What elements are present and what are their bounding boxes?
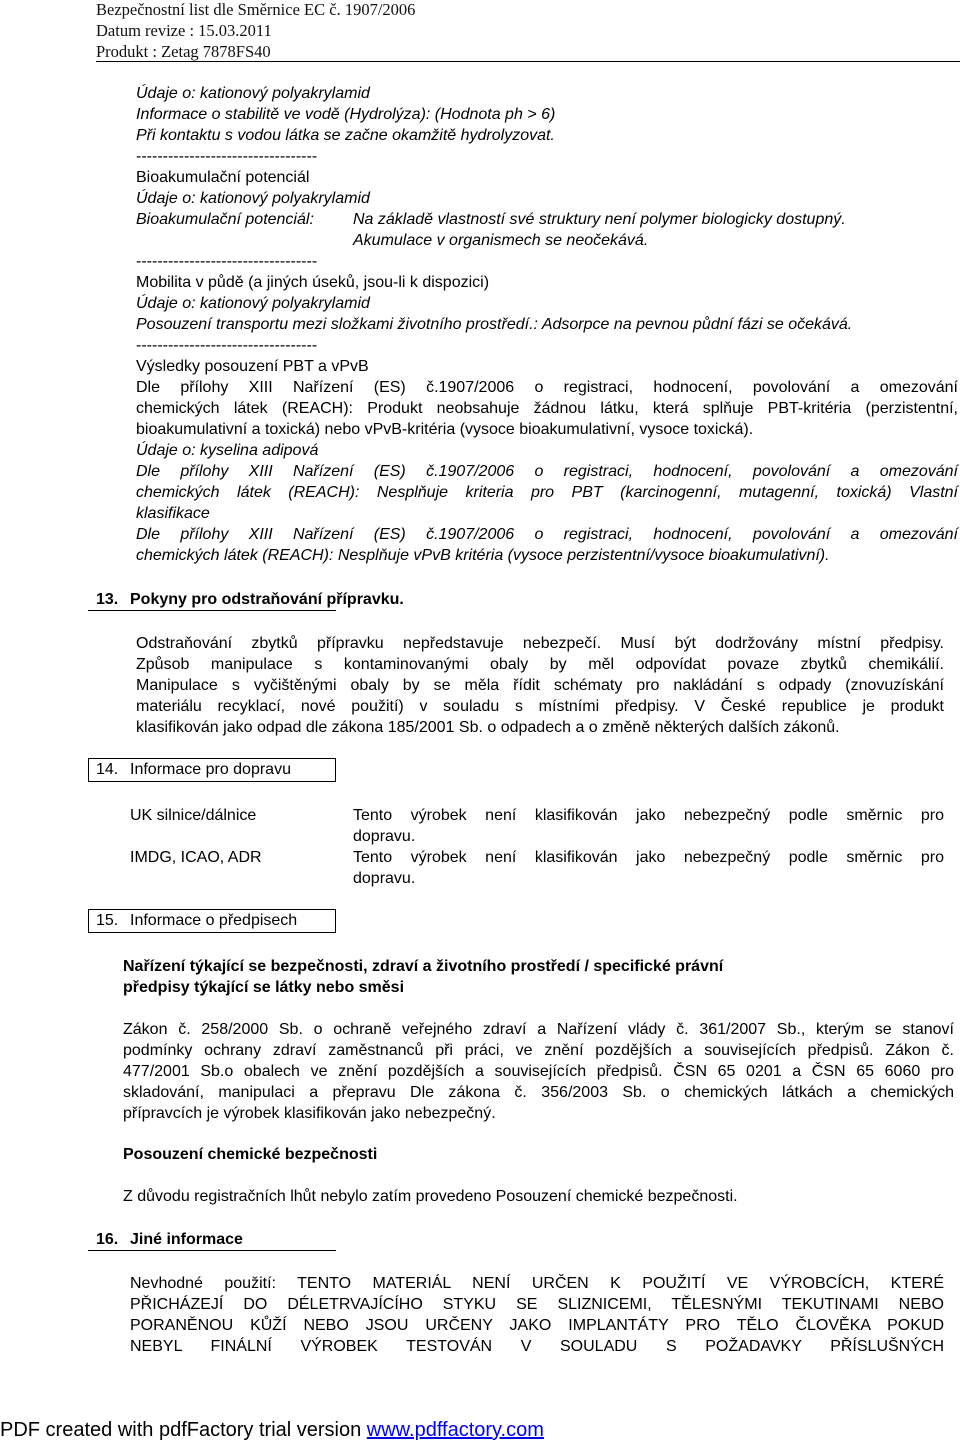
section-15-number: 15.: [96, 912, 119, 929]
disposal-line-3: Manipulace s vyčištěnými obaly by se měla řídit schématy pro nakládání s odpady (znovuzískání: [136, 677, 944, 694]
section-13-number: 13.: [96, 591, 119, 608]
regulations-line-1: Zákon č. 258/2000 Sb. o ochraně veřejného zdraví a Nařízení vlády č. 361/2007 Sb., kterým se stanoví: [123, 1021, 954, 1038]
mobility-text: Posouzení transportu mezi složkami životního prostředí.: Adsorpce na pevnou půdní fázi se očekává.: [136, 316, 853, 333]
divider: ----------------------------------: [136, 337, 318, 354]
transport-row-text-cont: dopravu.: [353, 828, 416, 845]
section-16-number: 16.: [96, 1231, 119, 1248]
pbt-paragraph-1-line-2: chemických látek (REACH): Produkt neobsahuje žádnou látku, která splňuje PBT-kritéria (perzistentní,: [136, 400, 958, 417]
other-info-line-4: NEBYL FINÁLNÍ VÝROBEK TESTOVÁN V SOULADU S POŽADAVKY PŘÍSLUŠNÝCH: [130, 1338, 944, 1355]
section-14-number: 14.: [96, 761, 119, 778]
header-title: Bezpečnostní list dle Směrnice EC č. 1907/2006: [96, 0, 416, 19]
section-13-title: Pokyny pro odstraňování přípravku.: [130, 591, 404, 608]
stability-info: Informace o stabilitě ve vodě (Hydrolýza): (Hodnota ph > 6): [136, 106, 556, 123]
section-16-title: Jiné informace: [130, 1231, 243, 1248]
section-14-header: [88, 758, 336, 782]
stability-subject: Údaje o: kationový polyakrylamid: [136, 85, 370, 102]
pbt-paragraph-3-line-2: chemických látek (REACH): Nesplňuje vPvB kritéria (vysoce perzistentní/vysoce bioakumulativní).: [136, 547, 830, 564]
bioaccumulation-value-2: Akumulace v organismech se neočekává.: [353, 232, 649, 249]
divider: ----------------------------------: [136, 253, 318, 270]
section-15-header: [88, 909, 336, 933]
pbt-paragraph-2-line-2: chemických látek (REACH): Nesplňuje kriteria pro PBT (karcinogenní, mutagenní, toxická) Vlastní: [136, 484, 958, 501]
section-16-rule: [88, 1250, 336, 1251]
bioaccumulation-subject: Údaje o: kationový polyakrylamid: [136, 190, 370, 207]
section-15-title: Informace o předpisech: [130, 912, 298, 929]
header-revision-date: Datum revize : 15.03.2011: [96, 21, 272, 40]
regulations-heading: Nařízení týkající se bezpečnosti, zdraví a životního prostředí / specifické právní: [123, 958, 724, 975]
chemical-safety-text: Z důvodu registračních lhůt nebylo zatím provedeno Posouzení chemické bezpečnosti.: [123, 1188, 738, 1205]
header-product: Produkt : Zetag 7878FS40: [96, 42, 271, 61]
chemical-safety-heading: Posouzení chemické bezpečnosti: [123, 1146, 378, 1163]
pdffactory-link[interactable]: www.pdffactory.com: [366, 1419, 544, 1441]
other-info-line-2: PŘICHÁZEJÍ DO DÉLETRVAJÍCÍHO STYKU SE SLIZNICEMI, TĚLESNÝMI TEKUTINAMI NEBO: [130, 1296, 944, 1313]
pbt-subject-adipic-acid: Údaje o: kyselina adipová: [136, 442, 319, 459]
bioaccumulation-value-1: Na základě vlastností své struktury není polymer biologicky dostupný.: [353, 211, 846, 228]
disposal-line-5: klasifikován jako odpad dle zákona 185/2001 Sb. o odpadech a o změně některých dalších zákonů.: [136, 719, 840, 736]
transport-row-text-cont: dopravu.: [353, 870, 416, 887]
regulations-line-3: 477/2001 Sb.o obalech ve znění pozdějších a souvisejících předpisů. ČSN 65 0201 a ČSN 65 6060 pro: [123, 1063, 954, 1080]
transport-row-text: Tento výrobek není klasifikován jako nebezpečný podle směrnic pro: [353, 849, 944, 866]
bioaccumulation-label: Bioakumulační potenciál:: [136, 211, 314, 228]
pbt-paragraph-2-line-3: klasifikace: [136, 505, 210, 522]
regulations-line-4: skladování, manipulaci a přepravu Dle zákona č. 356/2003 Sb. o chemických látkách a chemických: [123, 1084, 954, 1101]
pbt-paragraph-1-line-1: Dle přílohy XIII Nařízení (ES) č.1907/2006 o registraci, hodnocení, povolování a omezování: [136, 379, 958, 396]
section-13-rule: [88, 610, 336, 611]
pbt-paragraph-1-line-3: bioakumulativní a toxická) nebo vPvB-kritéria (vysoce bioakumulativní, vysoce toxická).: [136, 421, 754, 438]
section-14-title: Informace pro dopravu: [130, 761, 291, 778]
regulations-line-5: přípravcích je výrobek klasifikován jako nebezpečný.: [123, 1105, 496, 1122]
pdf-footer: [0, 1418, 544, 1442]
regulations-line-2: podmínky ochrany zdraví zaměstnanců při práci, ve znění pozdějších a souvisejících předpisů. Zákon č.: [123, 1042, 954, 1059]
disposal-line-1: Odstraňování zbytků přípravku nepředstavuje nebezpečí. Musí být dodržovány místní předpisy.: [136, 635, 944, 652]
divider: ----------------------------------: [136, 148, 318, 165]
footer-text: PDF created with pdfFactory trial version: [0, 1419, 367, 1441]
transport-row-label: IMDG, ICAO, ADR: [130, 849, 262, 866]
stability-hydrolysis: Při kontaktu s vodou látka se začne okamžitě hydrolyzovat.: [136, 127, 555, 144]
other-info-line-1: Nevhodné použití: TENTO MATERIÁL NENÍ URČEN K POUŽITÍ VE VÝROBCÍCH, KTERÉ: [130, 1275, 944, 1292]
mobility-subject: Údaje o: kationový polyakrylamid: [136, 295, 370, 312]
pbt-heading: Výsledky posouzení PBT a vPvB: [136, 358, 369, 375]
regulations-heading-cont: předpisy týkající se látky nebo směsi: [123, 979, 405, 996]
pbt-paragraph-2-line-1: Dle přílohy XIII Nařízení (ES) č.1907/2006 o registraci, hodnocení, povolování a omezování: [136, 463, 958, 480]
transport-row-label: UK silnice/dálnice: [130, 807, 257, 824]
bioaccumulation-heading: Bioakumulační potenciál: [136, 169, 310, 186]
pbt-paragraph-3-line-1: Dle přílohy XIII Nařízení (ES) č.1907/2006 o registraci, hodnocení, povolování a omezování: [136, 526, 958, 543]
mobility-heading: Mobilita v půdě (a jiných úseků, jsou-li k dispozici): [136, 274, 490, 291]
other-info-line-3: PORANĚNOU KŮŽÍ NEBO JSOU URČENY JAKO IMPLANTÁTY PRO TĚLO ČLOVĚKA POKUD: [130, 1317, 944, 1334]
transport-row-text: Tento výrobek není klasifikován jako nebezpečný podle směrnic pro: [353, 807, 944, 824]
header-rule: [96, 61, 960, 62]
disposal-line-4: materiálu recyklací, nové použití) v souladu s místními předpisy. V České republice je produkt: [136, 698, 944, 715]
disposal-line-2: Způsob manipulace s kontaminovanými obaly by měl odpovídat povaze zbytků chemikálií.: [136, 656, 944, 673]
